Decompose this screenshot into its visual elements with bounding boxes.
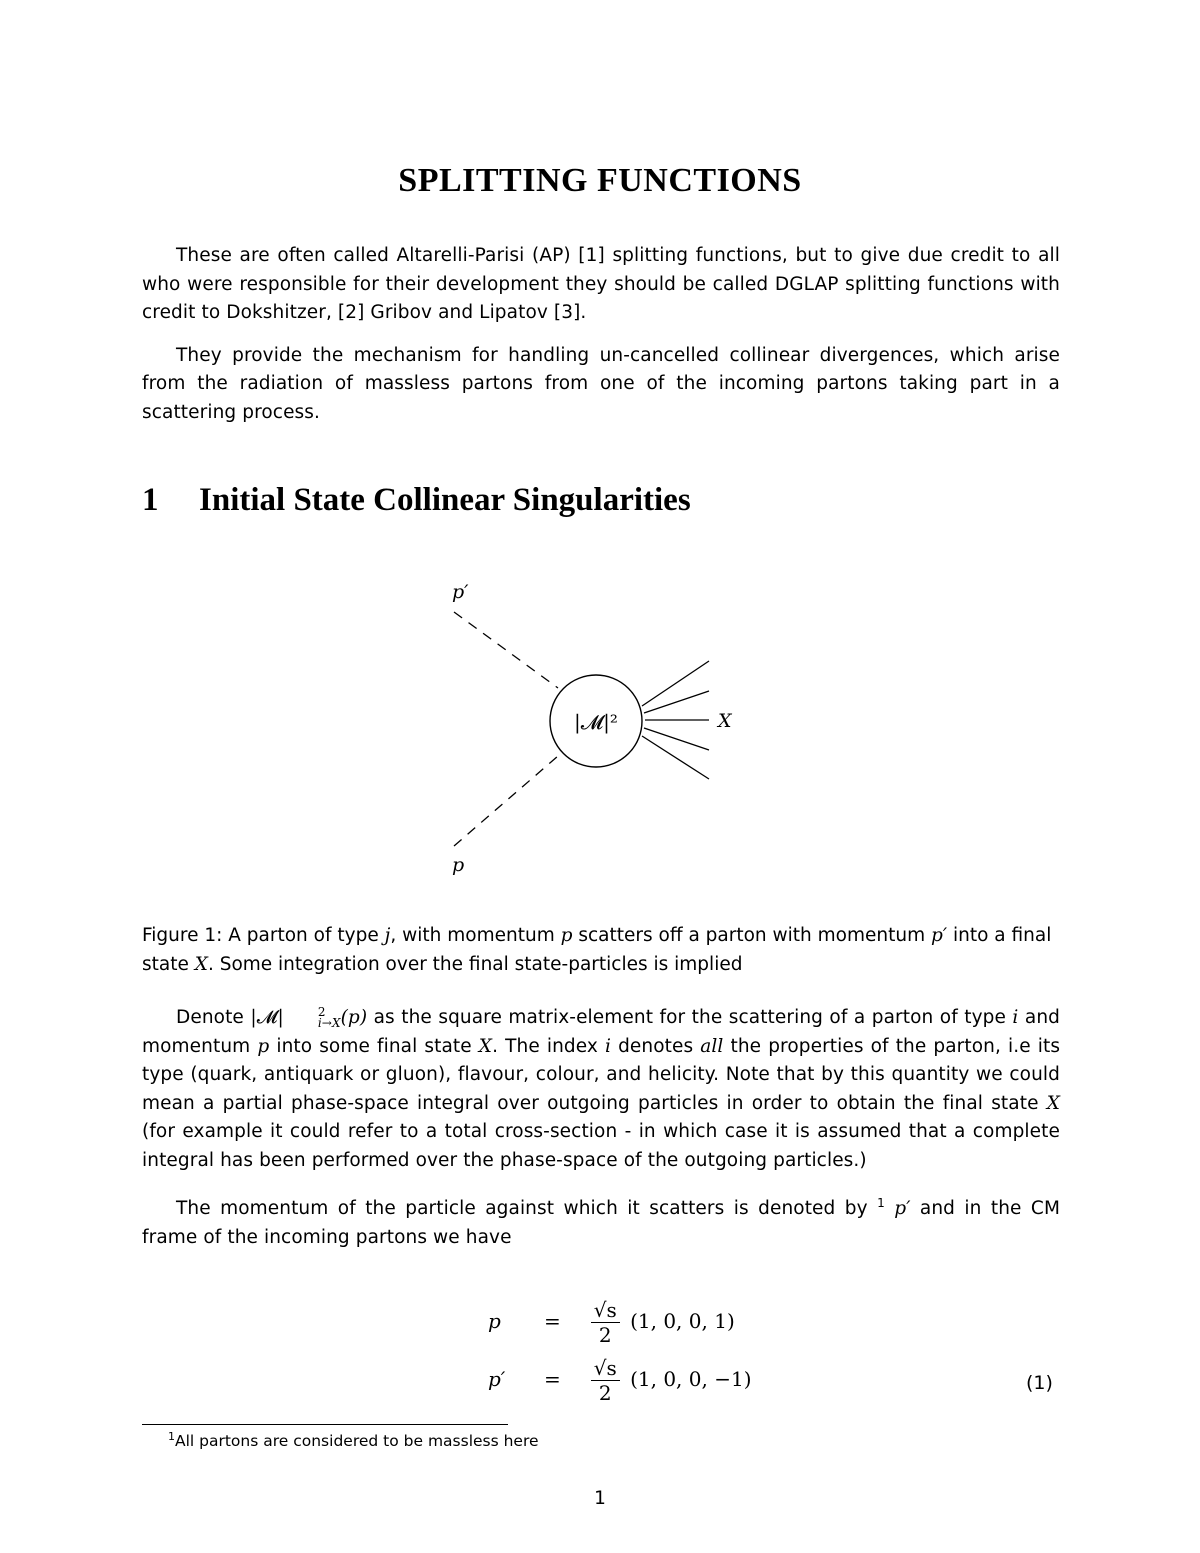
momentum-paragraph [142,1189,1060,1252]
math-supsub [284,1007,341,1029]
equation-row-2 [488,1356,752,1405]
denote-paragraph [142,1004,1060,1175]
feynman-diagram [400,570,780,890]
outgoing-line-1 [642,661,709,706]
math-arg: (p) [340,1007,368,1028]
eq-numerator: √s [591,1356,620,1381]
text: and in the CM frame of the incoming partons we have [142,1198,1061,1248]
eq-sign: = [543,1367,561,1391]
caption-text: A parton of type [228,925,379,946]
text: the properties of the parton, i.e its type (quark, antiquark or gluon), flavour, colour, and helicity. Note that by this quantity we could mean a partial phase-space integral over outgoing particles in order to obtain the final state [142,1035,1061,1114]
section-title: Initial State Collinear Singularities [199,482,691,518]
eq-lhs: p′ [488,1367,506,1391]
eq-lhs: p [488,1309,501,1333]
math-pprime: p′ [894,1198,911,1220]
eq-fraction [591,1298,620,1347]
text: denotes [618,1035,694,1057]
footnote-mark: 1 [877,1196,885,1210]
math-p: p [257,1035,270,1057]
caption-text: . Some integration over the final state-particles is implied [207,953,743,975]
caption-math-p: p [560,925,573,946]
eq-denominator: 2 [598,1323,612,1347]
section-number: 1 [142,482,159,518]
caption-math-pprime: p′ [931,925,948,946]
eq-numerator: √s [591,1298,620,1323]
caption-math-X: X [194,953,208,975]
text: . The index [492,1035,598,1057]
footnote-divider [142,1424,508,1425]
text: The momentum of the particle against which it scatters is denoted by [176,1198,868,1220]
eq-sign: = [543,1309,561,1333]
text: (for example it could refer to a total cross-section - in which case it is assumed that a complete integral has been performed over the phase-space of the outgoing particles.) [142,1121,1060,1171]
figure-label-top: p′ [452,581,469,603]
outgoing-line-2 [644,691,709,713]
math-sup: 2 [317,1005,326,1019]
text: and momentum [142,1007,1060,1057]
math-i: i [605,1035,612,1057]
caption-text: scatters off a parton with momentum [578,925,926,946]
eq-denominator: 2 [598,1381,612,1405]
math-X: X [478,1035,493,1057]
math-matrix: |𝓜| [250,1007,284,1028]
incoming-line-bottom [454,756,558,846]
section-heading [142,482,691,519]
incoming-line-top [454,612,558,688]
caption-math-j: j [384,925,391,946]
figure-label-out: X [718,710,732,732]
caption-text: , with momentum [390,925,555,946]
footnote-number: 1 [168,1430,175,1443]
footnote [168,1430,539,1450]
emph-all: all [700,1035,724,1057]
intro-paragraph-1: These are often called Altarelli-Parisi (AP) [1] splitting functions, but to give due credit to all who were responsible for their development they should be called DGLAP splitting functions with credit to Dokshitzer, [2] Gribov and Lipatov [3]. [142,245,1060,323]
eq-fraction [591,1356,620,1405]
math-sub: i→X [317,1016,341,1030]
equation-row-1 [488,1298,735,1347]
page-number: 1 [594,1488,606,1509]
outgoing-line-5 [642,736,709,779]
math-X: X [1046,1092,1060,1114]
figure-caption [142,922,1060,979]
eq-vector: (1, 0, 0, 1) [630,1309,735,1333]
text: Denote [176,1007,244,1028]
caption-prefix: Figure 1: [142,925,223,946]
blob-label: |𝓜|² [574,710,618,734]
math-i: i [1012,1007,1019,1028]
intro-paragraph-2: They provide the mechanism for handling un-cancelled collinear divergences, which arise from the radiation of massless partons from one of the incoming partons taking part in a scattering process. [142,344,1060,423]
text: into some final state [276,1035,472,1057]
intro-section [142,242,1060,427]
equation-number: (1) [1026,1372,1053,1394]
footnote-text: All partons are considered to be massless here [175,1432,539,1451]
outgoing-line-4 [644,728,709,750]
figure-label-bottom: p [452,854,465,876]
body-section [142,1004,1060,1252]
eq-vector: (1, 0, 0, −1) [630,1367,752,1391]
text: as the square matrix-element for the scattering of a parton of type [373,1007,1006,1028]
page-title: SPLITTING FUNCTIONS [398,162,802,199]
caption-text: into a final state [142,925,1052,975]
